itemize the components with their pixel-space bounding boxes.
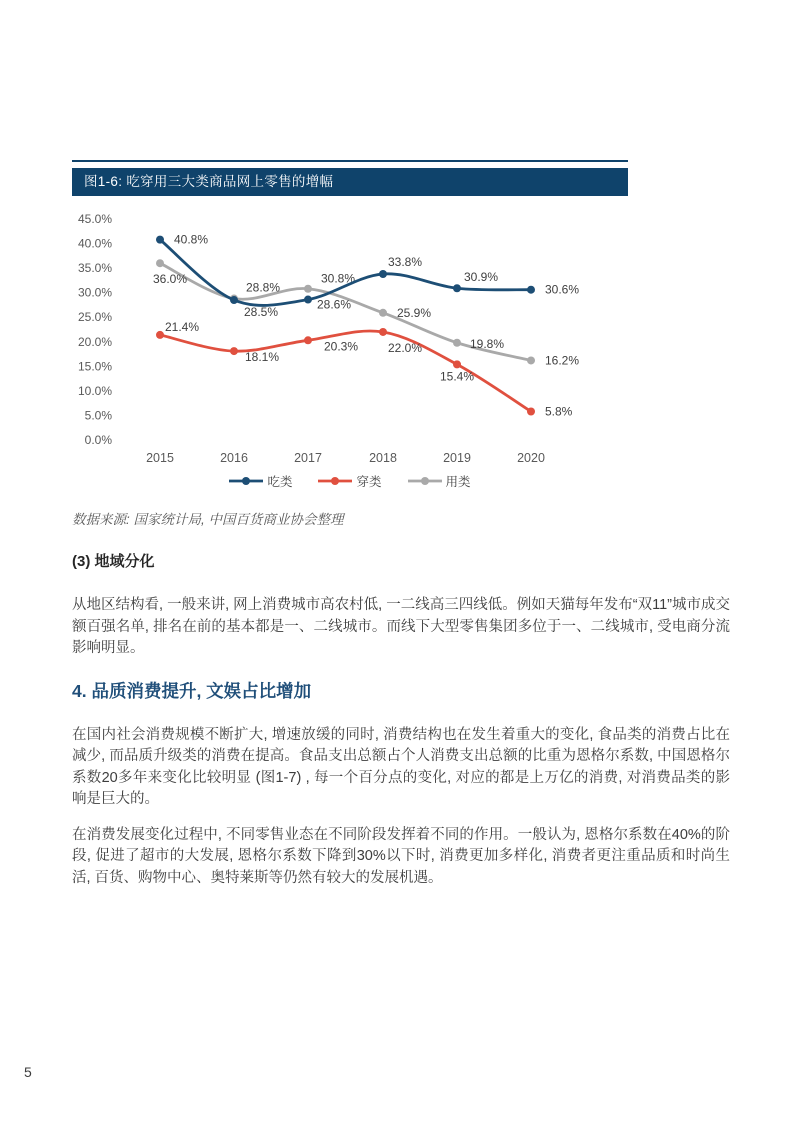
x-axis-category-label: 2015 bbox=[146, 451, 174, 465]
paragraph-quality-consumption-1: 在国内社会消费规模不断扩大, 增速放缓的同时, 消费结构也在发生着重大的变化, 食品类的消费占比在减少, 而品质升级类的消费在提高。食品支出总额占个人消费支出总额的比重为恩格尔系数, 中国恩格尔系数20多年来变化比较明显 (图1-7) , 每一个百分点的变化, 对应的都是上万亿的消费, 对消费品类的影响是巨大的。 bbox=[72, 726, 730, 807]
data-point-marker bbox=[379, 328, 387, 336]
eat-series-marker-icon bbox=[229, 476, 263, 486]
y-axis-tick-label: 5.0% bbox=[84, 408, 112, 423]
section-heading-region-divergence: (3) 地域分化 bbox=[72, 553, 155, 570]
data-point-marker bbox=[527, 356, 535, 364]
legend-label-use: 用类 bbox=[445, 475, 471, 489]
data-point-label: 28.6% bbox=[316, 297, 352, 312]
data-point-marker bbox=[230, 296, 238, 304]
chart-legend bbox=[72, 472, 628, 490]
data-point-label: 5.8% bbox=[545, 404, 573, 419]
figure-title: 图1-6: 吃穿用三大类商品网上零售的增幅 bbox=[72, 168, 628, 196]
legend-label-wear: 穿类 bbox=[356, 475, 382, 489]
legend-item-eat bbox=[229, 472, 292, 490]
data-point-label: 30.9% bbox=[463, 270, 499, 285]
paragraph-region-divergence: 从地区结构看, 一般来讲, 网上消费城市高农村低, 一二线高三四线低。例如天猫每年发布“双11”城市成交额百强名单, 排名在前的基本都是一、二线城市。而线下大型零售集团多位于一、二线城市, 受电商分流影响明显。 bbox=[72, 597, 730, 656]
x-axis-category-label: 2020 bbox=[517, 451, 545, 465]
y-axis-tick-label: 35.0% bbox=[77, 261, 112, 276]
data-point-marker bbox=[156, 331, 164, 339]
data-point-marker bbox=[379, 309, 387, 317]
wear-series-marker-icon bbox=[318, 476, 352, 486]
y-axis-tick-label: 25.0% bbox=[77, 310, 112, 325]
data-point-marker bbox=[230, 347, 238, 355]
data-point-label: 30.6% bbox=[545, 282, 580, 297]
data-point-label: 16.2% bbox=[545, 353, 580, 368]
data-point-label: 25.9% bbox=[396, 305, 432, 320]
series-用类 bbox=[153, 259, 579, 367]
paragraph-quality-consumption-2: 在消费发展变化过程中, 不同零售业态在不同阶段发挥着不同的作用。一般认为, 恩格尔系数在40%的阶段, 促进了超市的大发展, 恩格尔系数下降到30%以下时, 消费更加多样化, 消费者更注重品质和时尚生活, 百货、购物中心、奥特莱斯等仍然有较大的发展机遇。 bbox=[72, 826, 730, 886]
figure-top-rule bbox=[72, 160, 628, 162]
data-point-label: 21.4% bbox=[164, 319, 200, 334]
y-axis-tick-label: 40.0% bbox=[77, 236, 112, 251]
page-content bbox=[72, 160, 732, 889]
y-axis-tick-label: 0.0% bbox=[84, 433, 112, 447]
x-axis-category-label: 2018 bbox=[369, 451, 397, 465]
data-point-label: 28.8% bbox=[245, 280, 281, 295]
x-axis-category-label: 2017 bbox=[294, 451, 322, 465]
data-point-marker bbox=[453, 360, 461, 368]
y-axis-tick-label: 10.0% bbox=[77, 383, 112, 398]
data-point-marker bbox=[304, 336, 312, 344]
x-axis-category-label: 2019 bbox=[443, 451, 471, 465]
y-axis-tick-label: 45.0% bbox=[77, 212, 112, 226]
y-axis-tick-label: 15.0% bbox=[77, 359, 112, 374]
x-axis-category-label: 2016 bbox=[220, 451, 248, 465]
data-point-marker bbox=[379, 270, 387, 278]
retail-growth-line-chart bbox=[72, 204, 628, 470]
data-point-label: 33.8% bbox=[387, 255, 423, 270]
legend-item-use bbox=[408, 472, 471, 490]
series-穿类 bbox=[156, 320, 573, 419]
data-source-note: 数据来源: 国家统计局, 中国百货商业协会整理 bbox=[72, 512, 344, 527]
page-number: 5 bbox=[24, 1064, 32, 1080]
section-heading-quality-consumption: 4. 品质消费提升, 文娱占比增加 bbox=[72, 680, 312, 701]
data-point-marker bbox=[453, 339, 461, 347]
data-point-marker bbox=[453, 284, 461, 292]
data-point-marker bbox=[527, 408, 535, 416]
data-point-label: 28.5% bbox=[243, 305, 279, 320]
data-point-label: 19.8% bbox=[469, 336, 505, 351]
data-point-label: 22.0% bbox=[387, 340, 423, 355]
data-point-label: 40.8% bbox=[174, 232, 209, 247]
data-point-marker bbox=[304, 296, 312, 304]
data-point-label: 36.0% bbox=[152, 272, 188, 287]
figure-block bbox=[72, 160, 732, 528]
legend-item-wear bbox=[318, 472, 381, 490]
data-point-marker bbox=[527, 286, 535, 294]
data-point-label: 30.8% bbox=[320, 271, 356, 286]
data-point-marker bbox=[156, 259, 164, 267]
y-axis-tick-label: 30.0% bbox=[77, 285, 112, 300]
y-axis-tick-label: 20.0% bbox=[77, 334, 112, 349]
use-series-marker-icon bbox=[408, 476, 442, 486]
data-point-label: 15.4% bbox=[439, 369, 475, 384]
data-point-label: 18.1% bbox=[244, 350, 280, 365]
legend-label-eat: 吃类 bbox=[267, 475, 293, 489]
data-point-marker bbox=[304, 285, 312, 293]
data-point-label: 20.3% bbox=[323, 339, 359, 354]
data-point-marker bbox=[156, 236, 164, 244]
